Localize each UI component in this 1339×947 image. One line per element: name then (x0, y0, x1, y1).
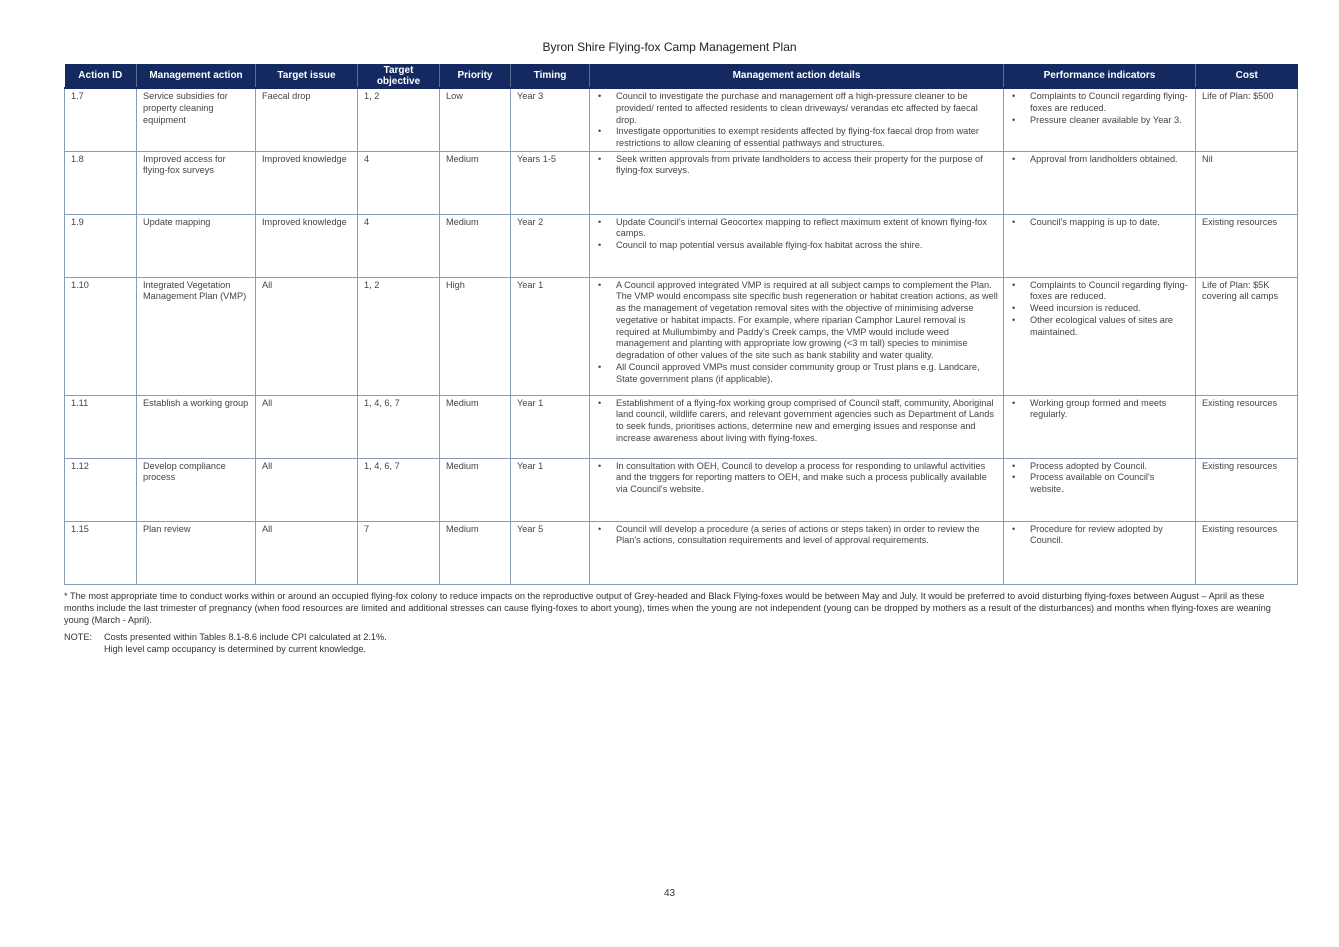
cell-action-id: 1.12 (65, 458, 137, 521)
indicator-item: • Working group formed and meets regularly. (1030, 398, 1190, 422)
detail-item: • Council to investigate the purchase and management off a high-pressure cleaner to be provided/ rented to affected residents to clean driveways/ verandas etc affected by faecal drop. (616, 91, 998, 126)
cell-target-issue: All (256, 521, 358, 584)
cell-indicators (1004, 521, 1196, 584)
detail-item: • Establishment of a flying-fox working group comprised of Council staff, community, Aboriginal land council, wildlife carers, and relevant government agencies such as Department of Lands to seek funds, prioritises actions, determine new and emerging issues and response and increase awareness about living with flying-foxes. (616, 398, 998, 445)
cell-target-issue: Faecal drop (256, 88, 358, 151)
detail-item: • Investigate opportunities to exempt residents affected by flying-fox faecal drop from water restrictions to allow cleaning of essential pathways and structures. (616, 126, 998, 150)
cell-cost: Existing resources (1196, 521, 1298, 584)
header-target-objective: Target objective (358, 64, 440, 88)
cell-management-action: Service subsidies for property cleaning equipment (137, 88, 256, 151)
table-row (65, 277, 1298, 395)
cell-details (590, 277, 1004, 395)
cell-timing: Year 1 (511, 277, 590, 395)
cell-timing: Year 1 (511, 395, 590, 458)
cell-timing: Year 1 (511, 458, 590, 521)
cell-details (590, 214, 1004, 277)
cell-cost: Existing resources (1196, 395, 1298, 458)
table-row (65, 151, 1298, 214)
indicator-item: • Process adopted by Council. (1030, 461, 1190, 473)
header-management-action: Management action (137, 64, 256, 88)
note-line: High level camp occupancy is determined by current knowledge. (104, 644, 366, 654)
header-cost: Cost (1196, 64, 1298, 88)
cell-priority: Medium (440, 151, 511, 214)
cell-priority: Medium (440, 458, 511, 521)
detail-item: • In consultation with OEH, Council to develop a process for responding to unlawful activities and the triggers for reporting matters to OEH, and make such a process publically available via Council's website. (616, 461, 998, 496)
cell-indicators (1004, 277, 1196, 395)
cell-timing: Years 1-5 (511, 151, 590, 214)
cell-target-issue: Improved knowledge (256, 214, 358, 277)
indicator-item: • Council's mapping is up to date. (1030, 217, 1190, 229)
cell-target-objective: 4 (358, 214, 440, 277)
cell-action-id: 1.7 (65, 88, 137, 151)
detail-item: • Seek written approvals from private landholders to access their property for the purpose of flying-fox surveys. (616, 154, 998, 178)
cell-priority: Medium (440, 521, 511, 584)
cell-target-issue: Improved knowledge (256, 151, 358, 214)
cell-target-objective: 1, 2 (358, 277, 440, 395)
table-row (65, 521, 1298, 584)
header-performance-indicators: Performance indicators (1004, 64, 1196, 88)
table-header-row (65, 64, 1298, 88)
detail-item: • All Council approved VMPs must consider community group or Trust plans e.g. Landcare, State government plans (if applicable). (616, 362, 998, 386)
note-lines (104, 631, 387, 655)
table-row (65, 395, 1298, 458)
cell-action-id: 1.10 (65, 277, 137, 395)
cell-management-action: Update mapping (137, 214, 256, 277)
indicator-item: • Approval from landholders obtained. (1030, 154, 1190, 166)
cell-timing: Year 2 (511, 214, 590, 277)
indicator-item: • Complaints to Council regarding flying-foxes are reduced. (1030, 280, 1190, 304)
cell-indicators (1004, 88, 1196, 151)
cell-priority: Medium (440, 214, 511, 277)
cell-priority: High (440, 277, 511, 395)
cell-action-id: 1.11 (65, 395, 137, 458)
cell-action-id: 1.9 (65, 214, 137, 277)
document-title: Byron Shire Flying-fox Camp Management Plan (542, 40, 797, 54)
cell-indicators (1004, 458, 1196, 521)
cell-indicators (1004, 214, 1196, 277)
footnote: * The most appropriate time to conduct works within or around an occupied flying-fox colony to reduce impacts on the reproductive output of Grey-headed and Black Flying-foxes would be between May and July. It would be preferred to avoid disturbing flying-foxes between August – April as these months include the last trimester of pregnancy (when food resources are limited and additional stresses can cause flying-foxes to abort young), times when the young are not independent (young can be dropped by mothers as a result of the disturbances) and months when flying-foxes are weaning young (March - April). (64, 591, 1271, 625)
cell-target-issue: All (256, 395, 358, 458)
detail-item: • Council to map potential versus available flying-fox habitat across the shire. (616, 240, 998, 252)
header-target-issue: Target issue (256, 64, 358, 88)
cell-timing: Year 3 (511, 88, 590, 151)
note-line: Costs presented within Tables 8.1-8.6 include CPI calculated at 2.1%. (104, 632, 387, 642)
note-label: NOTE: (64, 632, 93, 642)
header-action-id: Action ID (65, 64, 137, 88)
cell-target-objective: 1, 2 (358, 88, 440, 151)
cell-cost: Existing resources (1196, 458, 1298, 521)
cell-target-issue: All (256, 458, 358, 521)
notes-section (64, 590, 1274, 655)
table-row (65, 214, 1298, 277)
detail-item: • A Council approved integrated VMP is required at all subject camps to complement the Plan. The VMP would encompass site specific bush regeneration or habitat creation actions, as well as the management of vegetation removal sites with the objective of minimising adverse vegetative or habitat impacts. For example, where riparian Camphor Laurel removal is required at Mullumbimby and Paddy's Creek camps, the VMP would include weed management and planting with appropriate low growing (<3 m tall) species to minimise degradation of other values of the site such as bank stability and water quality. (616, 280, 998, 363)
header-priority: Priority (440, 64, 511, 88)
indicator-item: • Procedure for review adopted by Council. (1030, 524, 1190, 548)
management-action-table (64, 64, 1298, 585)
cell-management-action: Improved access for flying-fox surveys (137, 151, 256, 214)
cell-target-objective: 7 (358, 521, 440, 584)
cell-timing: Year 5 (511, 521, 590, 584)
page-number: 43 (663, 888, 676, 899)
cell-target-issue: All (256, 277, 358, 395)
cell-cost: Nil (1196, 151, 1298, 214)
cell-details (590, 395, 1004, 458)
cell-priority: Low (440, 88, 511, 151)
cell-details (590, 521, 1004, 584)
detail-item: • Council will develop a procedure (a series of actions or steps taken) in order to review the Plan's actions, consultation requirements and level of approval requirements. (616, 524, 998, 548)
table-row (65, 458, 1298, 521)
cell-management-action: Plan review (137, 521, 256, 584)
indicator-item: • Complaints to Council regarding flying-foxes are reduced. (1030, 91, 1190, 115)
header-management-action-details: Management action details (590, 64, 1004, 88)
cell-target-objective: 4 (358, 151, 440, 214)
detail-item: • Update Council's internal Geocortex mapping to reflect maximum extent of known flying-fox camps. (616, 217, 998, 241)
cell-management-action: Develop compliance process (137, 458, 256, 521)
cell-target-objective: 1, 4, 6, 7 (358, 458, 440, 521)
indicator-item: • Other ecological values of sites are maintained. (1030, 315, 1190, 339)
cell-details (590, 88, 1004, 151)
cell-cost: Life of Plan: $5K covering all camps (1196, 277, 1298, 395)
indicator-item: • Pressure cleaner available by Year 3. (1030, 115, 1190, 127)
cell-action-id: 1.15 (65, 521, 137, 584)
cell-priority: Medium (440, 395, 511, 458)
cell-cost: Existing resources (1196, 214, 1298, 277)
cell-details (590, 151, 1004, 214)
indicator-item: • Process available on Council's website. (1030, 472, 1190, 496)
cell-management-action: Integrated Vegetation Management Plan (VMP) (137, 277, 256, 395)
indicator-item: • Weed incursion is reduced. (1030, 303, 1190, 315)
note-block (64, 631, 1274, 655)
cell-indicators (1004, 151, 1196, 214)
table-row (65, 88, 1298, 151)
cell-target-objective: 1, 4, 6, 7 (358, 395, 440, 458)
cell-action-id: 1.8 (65, 151, 137, 214)
header-timing: Timing (511, 64, 590, 88)
cell-management-action: Establish a working group (137, 395, 256, 458)
cell-details (590, 458, 1004, 521)
cell-indicators (1004, 395, 1196, 458)
cell-cost: Life of Plan: $500 (1196, 88, 1298, 151)
